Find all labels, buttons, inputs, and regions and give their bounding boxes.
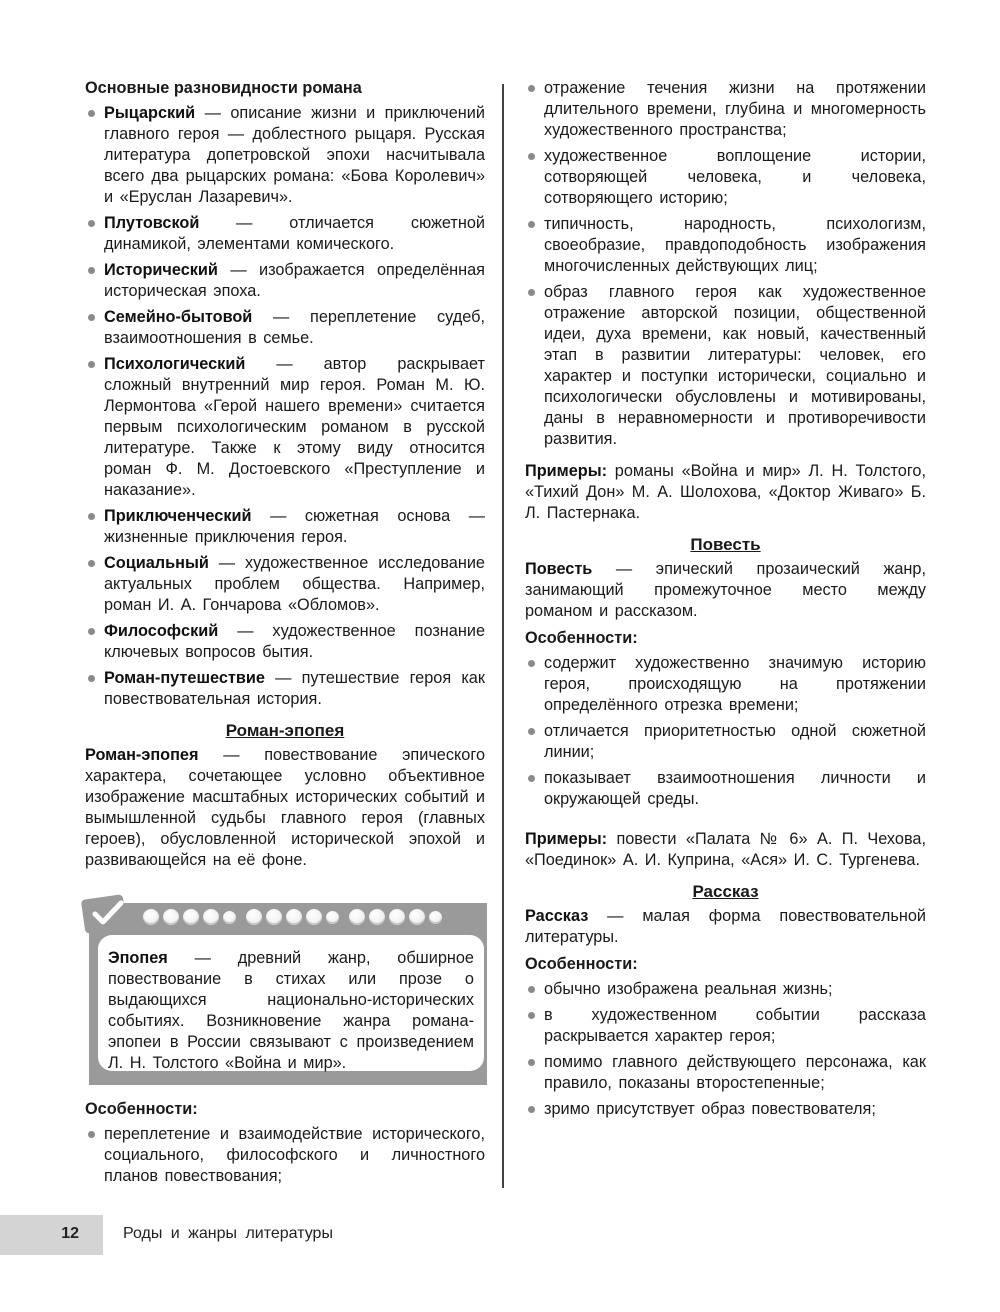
term: Рыцарский	[104, 104, 196, 122]
feature-text: в художественном событии рассказа раскрывается характер героя;	[544, 1006, 926, 1045]
list-item	[85, 506, 485, 548]
bullet-icon	[88, 314, 95, 321]
list-item	[85, 1124, 485, 1187]
bullet-icon	[88, 220, 95, 227]
epic-examples	[525, 461, 926, 524]
definition: — автор раскрывает сложный внутренний мир героя. Роман М. Ю. Лермонтова «Герой нашего времени» считается первым психологическим романом в русской литературе. Также к этому виду относится роман Ф. М. Достоевского «Преступление и наказание».	[104, 355, 485, 499]
bullet-icon	[528, 986, 535, 993]
epic-novel-definition	[85, 745, 485, 871]
left-column	[85, 78, 485, 1192]
epic-features-continued-list	[525, 78, 926, 450]
feature-text: зримо присутствует образ повествователя;	[544, 1100, 876, 1118]
definition: — путешествие героя как повествовательная история.	[104, 669, 485, 708]
dot-icon	[286, 909, 302, 925]
list-item	[525, 653, 926, 716]
novel-types-list	[85, 103, 485, 710]
bullet-icon	[528, 289, 535, 296]
decorative-dots	[143, 909, 442, 925]
page-number: 12	[61, 1225, 79, 1242]
dot-icon	[409, 909, 425, 925]
bullet-icon	[88, 560, 95, 567]
section-title-povest: Повесть	[690, 535, 761, 554]
examples-label: Примеры:	[525, 462, 608, 480]
definition: — малая форма повествовательной литературы.	[525, 907, 926, 946]
dot-icon	[223, 911, 236, 924]
feature-text: образ главного героя как художественное отражение авторской позиции, общественной идеи, духа времени, как новый, качественный этап в развитии литературы: человек, его характер и поступки исторически, социально и психологически обусловлены и мотивированы, даны в неравномерности и противоречивости развития.	[544, 283, 926, 448]
definition: — описание жизни и приключений главного героя — доблестного рыцаря. Русская литература допетровской эпохи насчитывала всего два рыцарских романа: «Бова Королевич» и «Еруслан Лазаревич».	[104, 104, 485, 206]
dot-icon	[349, 909, 365, 925]
list-item	[525, 146, 926, 209]
term: Социальный	[104, 554, 209, 572]
term: Повесть	[525, 560, 593, 578]
running-footer-title: Роды и жанры литературы	[123, 1225, 333, 1242]
examples-label: Примеры:	[525, 830, 608, 848]
term: Исторический	[104, 261, 218, 279]
bullet-icon	[88, 110, 95, 117]
definition: — изображается определённая историческая эпоха.	[104, 261, 485, 300]
list-item	[85, 621, 485, 663]
checkmark-icon	[91, 897, 125, 927]
epic-definition	[108, 935, 474, 1074]
bullet-icon	[528, 1012, 535, 1019]
bullet-icon	[88, 675, 95, 682]
term: Роман-путешествие	[104, 669, 265, 687]
list-item	[85, 553, 485, 616]
bullet-icon	[528, 1106, 535, 1113]
callout-content	[98, 935, 484, 1071]
bullet-icon	[528, 660, 535, 667]
list-item	[525, 78, 926, 141]
list-item	[525, 979, 926, 1000]
definition: — художественное познание ключевых вопросов бытия.	[104, 622, 485, 661]
feature-text: художественное воплощение истории, сотворяющей человека, и человека, сотворяющего историю;	[544, 147, 926, 207]
feature-text: переплетение и взаимодействие исторического, социального, философского и личностного планов повествования;	[104, 1125, 485, 1185]
feature-text: содержит художественно значимую историю героя, происходящую на протяжении определённого отрезка времени;	[544, 654, 926, 714]
dot-icon	[306, 909, 322, 925]
povest-features-heading: Особенности:	[525, 629, 638, 647]
term: Семейно-бытовой	[104, 308, 253, 326]
feature-text: показывает взаимоотношения личности и окружающей среды.	[544, 769, 926, 808]
definition: — отличается сюжетной динамикой, элементами комического.	[104, 214, 485, 253]
novel-types-heading: Основные разновидности романа	[85, 79, 362, 97]
rasskaz-definition	[525, 906, 926, 948]
examples-text: романы «Война и мир» Л. Н. Толстого, «Тихий Дон» М. А. Шолохова, «Доктор Живаго» Б. Л. Пастернака.	[525, 462, 926, 522]
bullet-icon	[528, 85, 535, 92]
feature-text: отличается приоритетностью одной сюжетной линии;	[544, 722, 926, 761]
feature-text: помимо главного действующего персонажа, как правило, показаны второстепенные;	[544, 1053, 926, 1092]
page-number-box	[0, 1215, 103, 1255]
rasskaz-features-list	[525, 979, 926, 1120]
bullet-icon	[88, 628, 95, 635]
definition: — сюжетная основа — жизненные приключения героя.	[104, 507, 485, 546]
dot-icon	[246, 909, 262, 925]
term: Плутовской	[104, 214, 200, 232]
dot-icon	[163, 909, 179, 925]
definition: — древний жанр, обширное повествование в стихах или прозе о выдающихся национально-исторических событиях. Возникновение жанра романа-эпопеи в России связывают с произведением Л. Н. Толстого «Война и мир».	[108, 949, 474, 1072]
feature-text: типичность, народность, психологизм, своеобразие, правдоподобность изображения многочисленных действующих лиц;	[544, 215, 926, 275]
bullet-icon	[528, 1059, 535, 1066]
bullet-icon	[88, 513, 95, 520]
list-item	[85, 668, 485, 710]
feature-text: отражение течения жизни на протяжении длительного времени, глубина и многомерность художественного пространства;	[544, 79, 926, 139]
column-divider	[502, 84, 504, 1188]
dot-icon	[143, 909, 159, 925]
right-column	[525, 78, 926, 1125]
feature-text: обычно изображена реальная жизнь;	[544, 980, 833, 998]
bullet-icon	[528, 153, 535, 160]
list-item	[85, 354, 485, 501]
povest-features-list	[525, 653, 926, 810]
bullet-icon	[528, 728, 535, 735]
definition: — повествование эпического характера, сочетающее условно объективное изображение масштабных исторических событий и вымышленной судьбы главного героя (главных героев), обусловленной исторической эпохой и развивающейся на её фоне.	[85, 746, 485, 869]
term: Рассказ	[525, 907, 589, 925]
bullet-icon	[88, 267, 95, 274]
list-item	[85, 307, 485, 349]
list-item	[525, 768, 926, 810]
dot-icon	[389, 909, 405, 925]
dot-icon	[183, 909, 199, 925]
dot-icon	[369, 909, 385, 925]
list-item	[85, 213, 485, 255]
examples-text: повести «Палата № 6» А. П. Чехова, «Поединок» А. И. Куприна, «Ася» И. С. Тургенева.	[525, 830, 926, 869]
section-title-rasskaz: Рассказ	[692, 882, 759, 901]
bullet-icon	[88, 361, 95, 368]
dot-icon	[326, 911, 339, 924]
term: Философский	[104, 622, 219, 640]
bullet-icon	[88, 1131, 95, 1138]
list-item	[525, 1099, 926, 1120]
term: Роман-эпопея	[85, 746, 199, 764]
povest-examples	[525, 829, 926, 871]
dot-icon	[266, 909, 282, 925]
term: Психологический	[104, 355, 246, 373]
dot-icon	[203, 909, 219, 925]
definition: — художественное исследование актуальных проблем общества. Например, роман И. А. Гончарова «Обломов».	[104, 554, 485, 614]
epic-features-list	[85, 1124, 485, 1187]
list-item	[85, 260, 485, 302]
list-item	[525, 721, 926, 763]
list-item	[525, 282, 926, 450]
definition: — эпический прозаический жанр, занимающий промежуточное место между романом и рассказом.	[525, 560, 926, 620]
term: Приключенческий	[104, 507, 252, 525]
section-title-epic-novel: Роман-эпопея	[225, 721, 345, 740]
bullet-icon	[528, 775, 535, 782]
rasskaz-features-heading: Особенности:	[525, 955, 638, 973]
list-item	[525, 214, 926, 277]
list-item	[525, 1052, 926, 1094]
epic-callout-box	[85, 893, 487, 1085]
povest-definition	[525, 559, 926, 622]
list-item	[85, 103, 485, 208]
epic-features-heading: Особенности:	[85, 1100, 198, 1118]
definition: — переплетение судеб, взаимоотношения в семье.	[104, 308, 485, 347]
list-item	[525, 1005, 926, 1047]
term: Эпопея	[108, 949, 168, 967]
dot-icon	[429, 911, 442, 924]
bullet-icon	[528, 221, 535, 228]
